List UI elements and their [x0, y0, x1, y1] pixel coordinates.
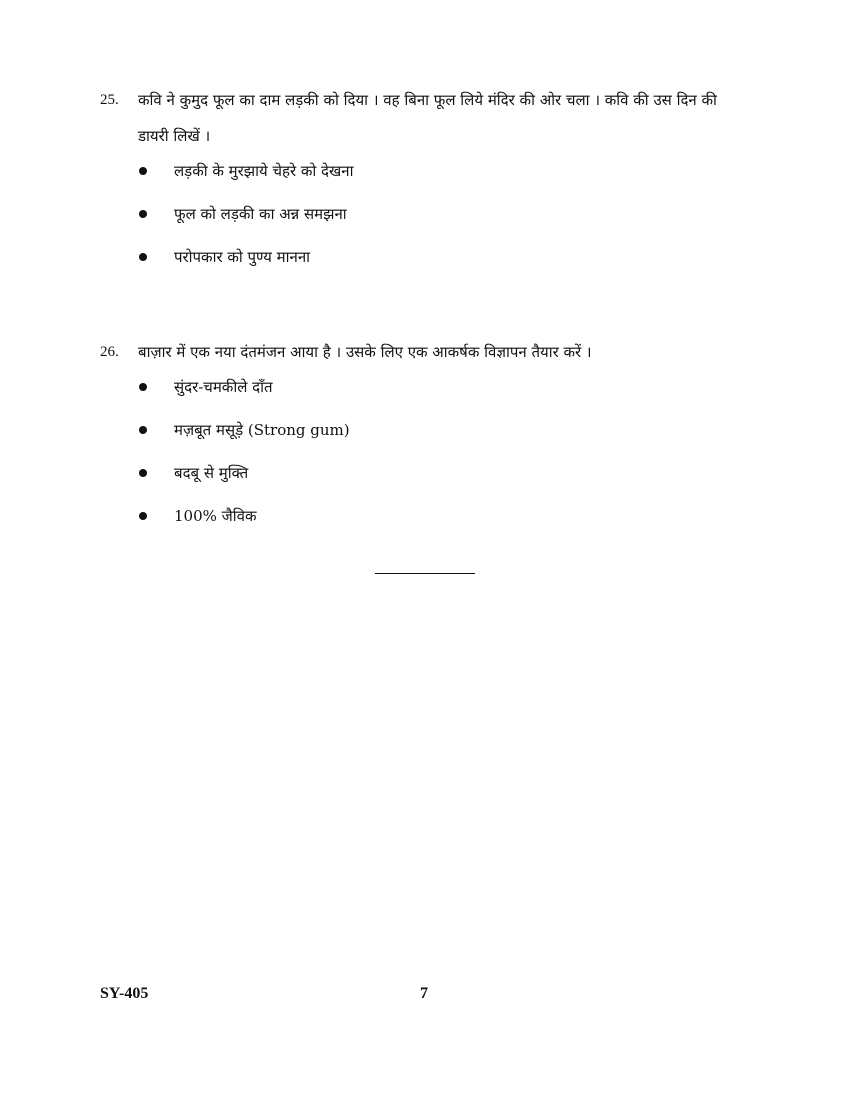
end-divider: [375, 573, 475, 574]
bullet-icon: [139, 167, 147, 175]
question-25-header: [100, 82, 720, 154]
point-text: 100% जैविक: [174, 507, 257, 525]
question-number: 25.: [100, 92, 119, 108]
question-25-points: [100, 160, 720, 268]
bullet-icon: [139, 512, 147, 520]
point-text: परोपकार को पुण्य मानना: [174, 248, 311, 266]
bullet-icon: [139, 253, 147, 261]
bullet-icon: [139, 383, 147, 391]
question-25: [100, 82, 720, 289]
bullet-icon: [139, 210, 147, 218]
list-item: [100, 419, 720, 441]
list-item: [100, 462, 720, 484]
point-text: सुंदर-चमकीले दाँत: [174, 378, 273, 396]
bullet-icon: [139, 426, 147, 434]
question-26: [100, 334, 720, 548]
point-text: फूल को लड़की का अन्न समझना: [174, 205, 347, 223]
paper-code: SY-405: [100, 985, 149, 1002]
page-number: 7: [420, 985, 428, 1002]
question-text: कवि ने कुमुद फूल का दाम लड़की को दिया । वह बिना फूल लिये मंदिर की ओर चला । कवि की उस दिन की डायरी लिखें ।: [138, 91, 717, 145]
question-number: 26.: [100, 344, 119, 360]
list-item: [100, 376, 720, 398]
list-item: [100, 160, 720, 182]
point-text: मज़बूत मसूड़े (Strong gum): [174, 421, 350, 439]
point-text: बदबू से मुक्ति: [174, 464, 249, 482]
bullet-icon: [139, 469, 147, 477]
list-item: [100, 246, 720, 268]
question-26-header: [100, 334, 720, 370]
question-text: बाज़ार में एक नया दंतमंजन आया है । उसके लिए एक आकर्षक विज्ञापन तैयार करें ।: [138, 343, 592, 361]
question-26-points: [100, 376, 720, 527]
list-item: [100, 203, 720, 225]
point-text: लड़की के मुरझाये चेहरे को देखना: [174, 162, 354, 180]
list-item: [100, 505, 720, 527]
